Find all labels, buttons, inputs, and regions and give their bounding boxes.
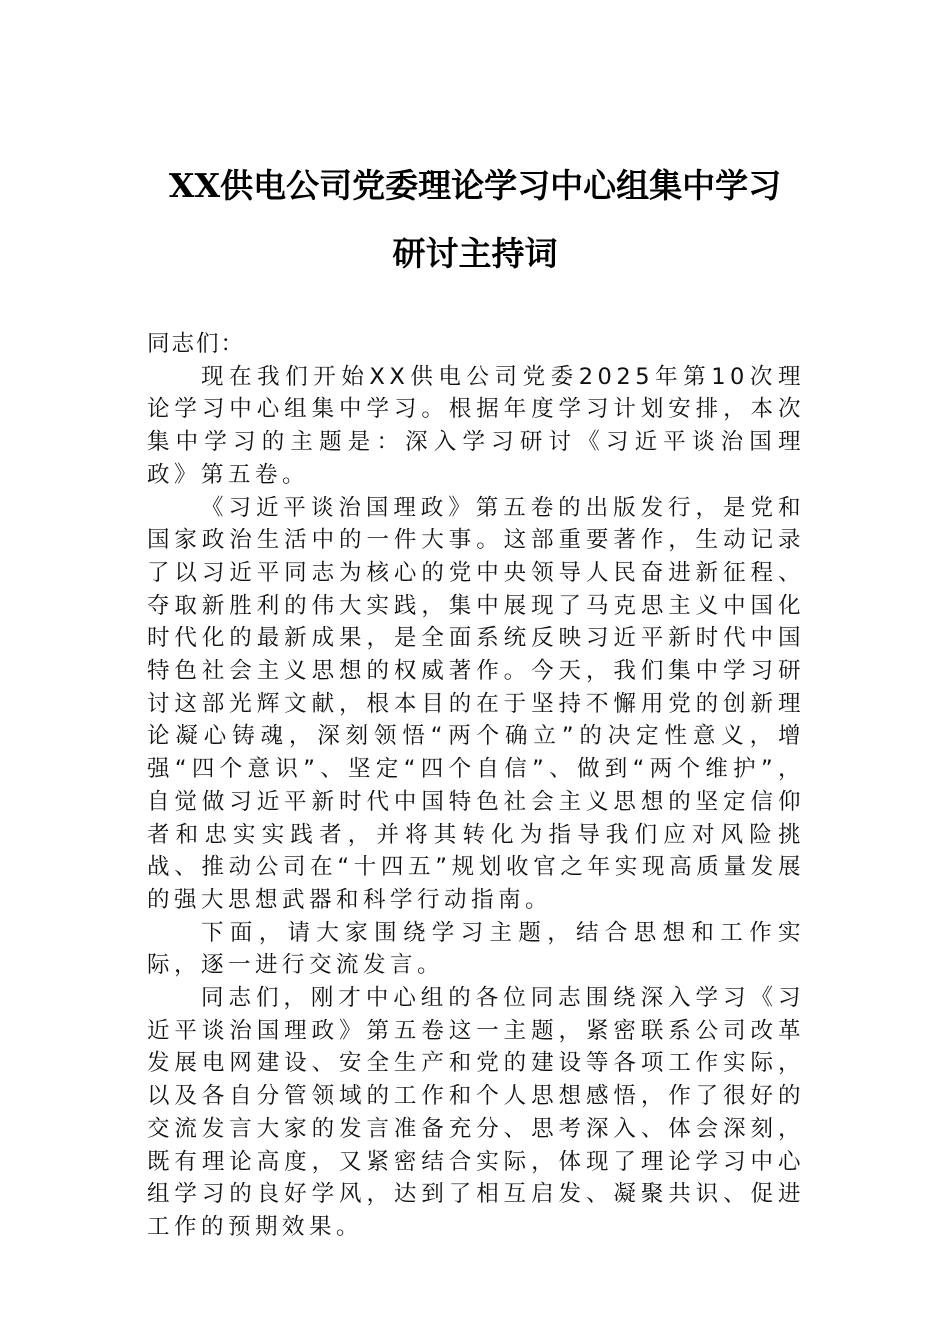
paragraph-significance: 《习近平谈治国理政》第五卷的出版发行，是党和国家政治生活中的一件大事。这部重要著作，生动记录了以习近平同志为核心的党中央领导人民奋进新征程、夺取新胜利的伟大实践，集中展现了马克思主义中国化时代化的最新成果，是全面系统反映习近平新时代中国特色社会主义思想的权威著作。今天，我们集中学习研讨这部光辉文献，根本目的在于坚持不懈用党的创新理论凝心铸魂，深刻领悟“两个确立”的决定性意义，增强“四个意识”、坚定“四个自信”、做到“两个维护”，自觉做习近平新时代中国特色社会主义思想的坚定信仰者和忠实实践者，并将其转化为指导我们应对风险挑战、推动公司在“十四五”规划收官之年实现高质量发展的强大思想武器和科学行动指南。 (147, 494, 805, 913)
document-title-line2: 研讨主持词 (392, 234, 558, 273)
paragraph-opening: 现在我们开始XX供电公司党委2025年第10次理论学习中心组集中学习。根据年度学习计划安排，本次集中学习的主题是：深入学习研讨《习近平谈治国理政》第五卷。 (147, 363, 805, 488)
greeting: 同志们： (147, 331, 246, 357)
document-title-line1: XX供电公司党委理论学习中心组集中学习 (168, 166, 782, 205)
document-body (147, 328, 805, 1244)
paragraph-discussion-call: 下面，请大家围绕学习主题，结合思想和工作实际，逐一进行交流发言。 (147, 919, 805, 979)
paragraph-summary: 同志们，刚才中心组的各位同志围绕深入学习《习近平谈治国理政》第五卷这一主题，紧密联系公司改革发展电网建设、安全生产和党的建设等各项工作实际，以及各自分管领域的工作和个人思想感悟，作了很好的交流发言大家的发言准备充分、思考深入、体会深刻，既有理论高度，又紧密结合实际，体现了理论学习中心组学习的良好学风，达到了相互启发、凝聚共识、促进工作的预期效果。 (147, 985, 805, 1240)
